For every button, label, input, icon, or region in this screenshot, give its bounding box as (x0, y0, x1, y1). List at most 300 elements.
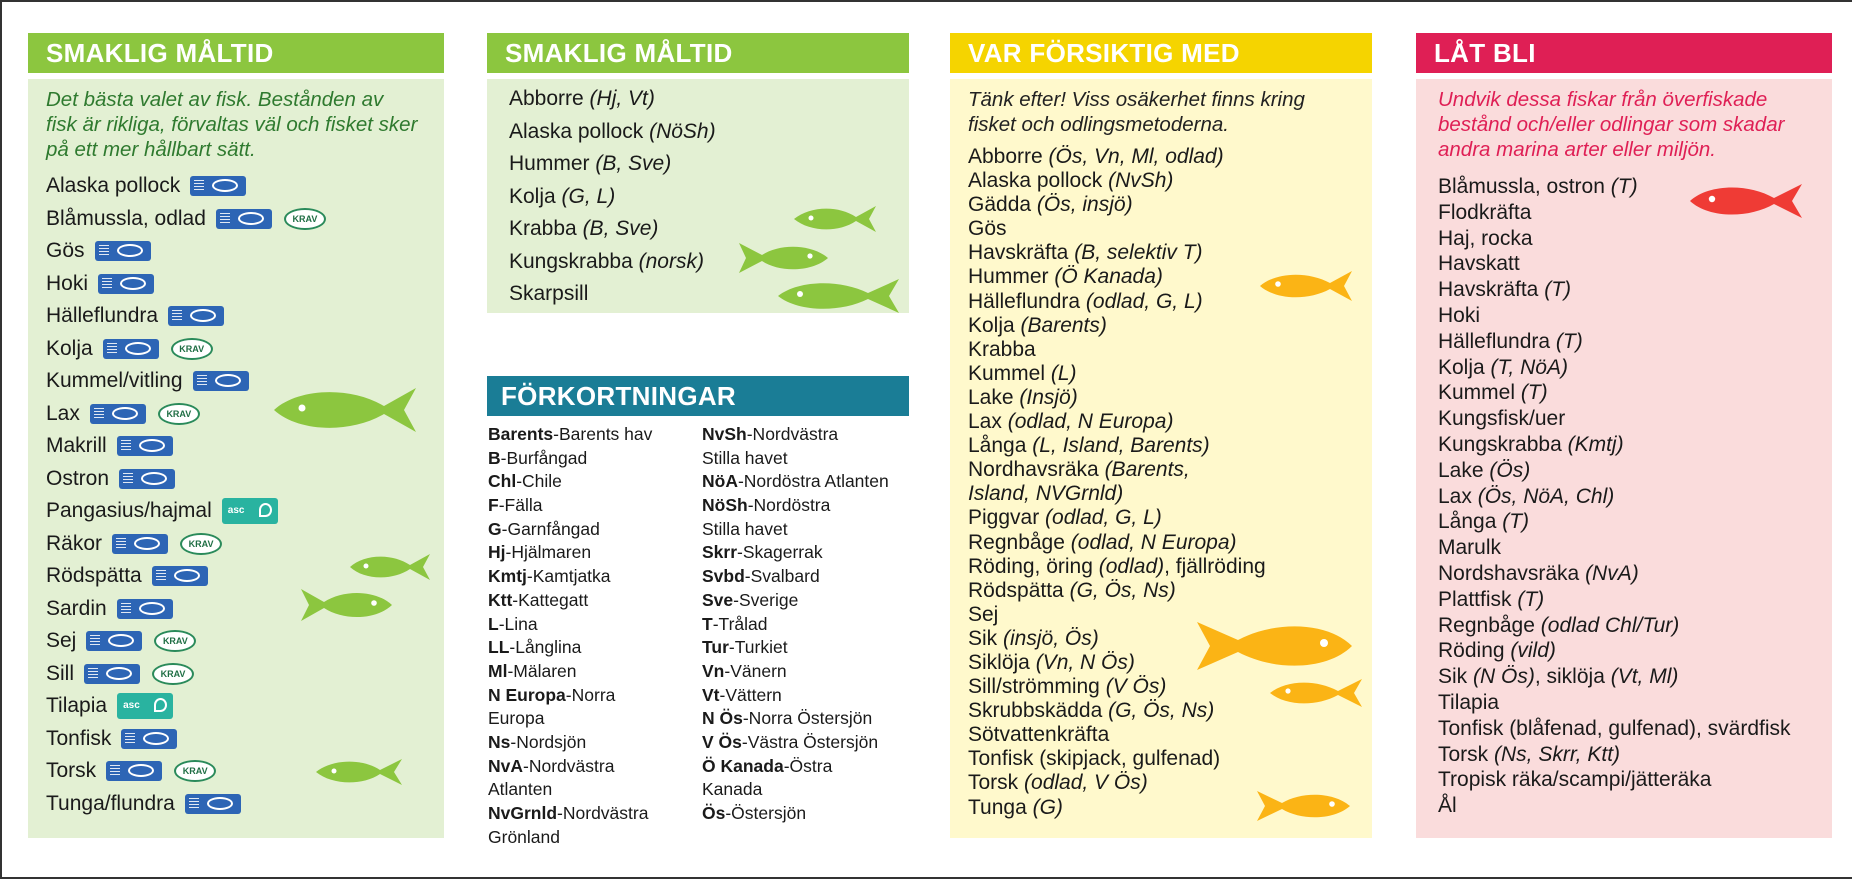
fish-name: Tonfisk (blåfenad, gulfenad), svärdfisk (1438, 716, 1791, 740)
asc-label-icon: asc (222, 498, 278, 524)
krav-label-icon: KRAV (158, 403, 200, 425)
fish-name: Siklöja (968, 650, 1036, 674)
abbreviation-meaning: -Nordsjön (510, 731, 587, 752)
abbreviation-entry (488, 636, 698, 660)
fish-note: (G, L) (561, 184, 616, 208)
fish-note: (odlad, N Europa) (1070, 530, 1237, 554)
abbreviation-meaning: -Kattegatt (512, 589, 589, 610)
list-item (1438, 742, 1814, 768)
abbreviation-code: N Europa (488, 684, 566, 705)
krav-label-icon: KRAV (154, 630, 196, 652)
abbreviation-meaning: -Nordvästra (557, 803, 649, 823)
abbreviation-code: Tur (702, 637, 729, 658)
fish-name: Ostron (46, 466, 110, 490)
fish-note: (T) (1610, 175, 1638, 198)
fish-note: (odlad, V Ös) (1024, 771, 1148, 795)
list-item (46, 495, 426, 528)
msc-label-icon (117, 436, 173, 456)
abbreviation-code: NöA (702, 471, 738, 492)
abbreviation-meaning: -Burfångad (500, 447, 588, 468)
fish-note: (V Ös) (1105, 675, 1167, 699)
msc-label-icon (185, 794, 241, 814)
fish-name-tail: , siklöja (1534, 665, 1611, 689)
fish-name: Gös (968, 217, 1007, 241)
abbreviation-meaning: -Svalbard (744, 566, 820, 587)
fish-name: Nordshavsräka (1438, 561, 1586, 585)
fish-name: Kolja (509, 184, 562, 208)
msc-label-icon (190, 176, 246, 196)
fish-name: Lax (1438, 484, 1478, 508)
abbreviation-entry (702, 684, 912, 708)
abbreviation-code: B (488, 447, 501, 468)
fish-name: Hoki (1438, 303, 1481, 327)
fish-name: Lake (1438, 458, 1490, 482)
fish-name: Lax (46, 401, 80, 425)
abbreviation-code: L (488, 613, 499, 634)
list-item (1438, 587, 1814, 613)
list-item (509, 246, 909, 279)
list-item (968, 531, 1354, 555)
abbreviation-meaning: -Garnfångad (501, 518, 600, 539)
fish-name: Skarpsill (509, 282, 589, 305)
fish-note: (B, Sve) (595, 152, 672, 175)
fish-note: (Ös, Vn, Ml, odlad) (1048, 145, 1224, 168)
fish-name: Sardin (46, 596, 107, 620)
list-item (509, 83, 909, 116)
abbreviation-code: Ktt (488, 589, 513, 610)
abbreviation-meaning: -Vättern (719, 684, 782, 705)
abbreviation-meaning: -Östersjön (725, 803, 807, 823)
abbreviation-entry (488, 826, 698, 850)
abbreviation-meaning: -Norra Östersjön (742, 708, 873, 729)
fish-name: Hummer (509, 152, 596, 175)
abbreviation-code: G (488, 518, 502, 539)
fish-note: (Ös, NöA, Chl) (1477, 484, 1615, 508)
msc-label-icon (98, 274, 154, 294)
fish-note: (Barents, (1104, 458, 1190, 482)
abbreviation-meaning: -Mälaren (507, 660, 577, 681)
fish-name: Plattfisk (1438, 587, 1518, 611)
fish-note: (norsk) (638, 249, 704, 273)
list-item (46, 625, 426, 658)
abbreviation-meaning: -Hjälmaren (505, 542, 592, 563)
list-item (1438, 277, 1814, 303)
list-item (968, 145, 1354, 169)
fish-name: Hälleflundra (1438, 329, 1556, 353)
fish-name: Sej (968, 602, 999, 626)
fish-note: Island, NVGrnld) (968, 482, 1124, 506)
avoid-intro: Undvik dessa fiskar från överfiskade bestånd och/eller odlingar som skadar andra marina arter eller miljön. (1438, 88, 1785, 161)
fish-name: Lax (968, 410, 1008, 434)
caution-intro: Tänk efter! Viss osäkerhet finns kring fisket och odlingsmetoderna. (968, 88, 1305, 136)
list-item (509, 148, 909, 181)
fish-icon (298, 586, 394, 624)
fish-name: Sill/strömming (968, 675, 1106, 699)
abbreviation-meaning: -Skagerrak (737, 542, 823, 563)
abbreviation-entry (488, 731, 698, 755)
fish-icon (1194, 618, 1354, 674)
krav-label-icon: KRAV (174, 760, 216, 782)
fish-name: Pangasius/hajmal (46, 499, 212, 523)
list-item (1438, 484, 1814, 510)
fish-name: Röding (1438, 639, 1511, 663)
abbreviation-code: Ns (488, 731, 511, 752)
list-item (1438, 458, 1814, 484)
abbreviation-meaning: -Kamtjatka (526, 566, 611, 587)
fish-name: Kolja (1438, 355, 1491, 379)
list-item (968, 338, 1354, 362)
fish-name: Blåmussla, odlad (46, 206, 206, 230)
list-item (1438, 432, 1814, 458)
msc-label-icon (168, 306, 224, 326)
abbreviation-meaning: -Nordöstra Atlanten (737, 471, 889, 492)
abbreviation-entry (702, 541, 912, 565)
msc-label-icon (117, 599, 173, 619)
abbreviation-entry (702, 636, 912, 660)
header-lat-bli: LÅT BLI (1416, 33, 1832, 73)
abbreviation-entry (702, 589, 912, 613)
msc-label-icon (216, 209, 272, 229)
abbreviation-entry (488, 470, 698, 494)
fish-name: Kungskrabba (509, 249, 639, 273)
fish-name: Kungsfisk/uer (1438, 407, 1566, 431)
fish-note: (L, Island, Barents) (1032, 434, 1210, 458)
fish-icon (1254, 788, 1352, 824)
fish-icon (1688, 180, 1804, 222)
abbreviation-meaning: -Långlina (509, 637, 582, 658)
msc-label-icon (103, 339, 159, 359)
header-smaklig-maltid-1: SMAKLIG MÅLTID (28, 33, 444, 73)
abbreviation-entry (488, 778, 698, 802)
header-forkortningar: FÖRKORTNINGAR (487, 376, 909, 416)
fish-name: Regnbåge (968, 530, 1071, 554)
abbreviation-code: NöSh (702, 495, 748, 516)
fish-note: (Ns, Skrr, Ktt) (1494, 742, 1621, 766)
fish-note: (Ö Kanada) (1054, 265, 1163, 289)
fish-name: Marulk (1438, 536, 1502, 560)
list-item (968, 193, 1354, 217)
abbreviation-entry (702, 423, 912, 447)
abbreviation-entry (702, 518, 912, 542)
msc-label-icon (84, 664, 140, 684)
list-item (509, 116, 909, 149)
fish-name: Räkor (46, 531, 103, 555)
fish-name: Hälleflundra (46, 304, 159, 328)
abbreviation-code: Svbd (702, 566, 745, 587)
fish-note: (G, Ös, Ns) (1108, 699, 1215, 723)
list-item (1438, 329, 1814, 355)
list-item (46, 658, 426, 691)
fish-note: (Kmtj) (1567, 432, 1624, 456)
fish-name: Piggvar (968, 506, 1046, 530)
fish-icon (314, 756, 404, 788)
abbreviation-meaning: -Östra (783, 755, 833, 776)
fish-note: (Insjö) (1019, 385, 1078, 409)
fish-name: Tunga/flundra (46, 791, 175, 815)
list-item (968, 555, 1354, 579)
list-item (46, 463, 426, 496)
list-item (46, 203, 426, 236)
abbreviation-code: Sve (702, 589, 734, 610)
abbreviation-entry (702, 802, 912, 826)
list-item (46, 788, 426, 821)
abbreviation-meaning: -Lina (498, 613, 538, 634)
fish-name: Kolja (46, 336, 93, 360)
abbreviation-entry (702, 755, 912, 779)
header-var-forsiktig-med: VAR FÖRSIKTIG MED (950, 33, 1372, 73)
abbreviation-entry (488, 518, 698, 542)
column-smaklig-2 (487, 33, 909, 313)
abbreviation-code: LL (488, 637, 510, 658)
abbreviation-code: Skrr (702, 542, 738, 563)
fish-note: (Hj, Vt) (589, 87, 655, 110)
fish-note: (B, Sve) (582, 217, 659, 240)
fish-icon (348, 551, 432, 583)
fish-note: (G) (1032, 795, 1063, 819)
caution-list (968, 145, 1354, 820)
fish-note: (N Ös) (1473, 665, 1535, 689)
fish-name: Torsk (46, 759, 97, 783)
msc-label-icon (193, 371, 249, 391)
fish-note: (T) (1544, 278, 1572, 302)
list-item (1438, 406, 1814, 432)
fish-name: Makrill (46, 434, 107, 458)
abbreviation-entry (488, 613, 698, 637)
abbreviation-entry (702, 660, 912, 684)
msc-label-icon (90, 404, 146, 424)
abbreviation-meaning: -Nordöstra (747, 495, 831, 516)
fish-note: (Barents) (1020, 313, 1107, 337)
list-item (46, 723, 426, 756)
krav-label-icon: KRAV (284, 208, 326, 230)
abbreviation-entry (488, 660, 698, 684)
fish-icon (776, 276, 902, 316)
abbreviation-code: Kmtj (488, 566, 527, 587)
abbreviation-code: NvGrnld (488, 803, 558, 823)
abbreviation-meaning: -Norra (565, 684, 616, 705)
abbreviation-meaning: -Nordvästra (523, 755, 615, 776)
abbreviations-right-column (702, 423, 912, 826)
msc-label-icon (106, 761, 162, 781)
fish-name: Tilapia (46, 694, 108, 718)
fish-name: Alaska pollock (509, 119, 650, 143)
fish-name: Tropisk räka/scampi/jätteräka (1438, 768, 1712, 792)
list-item (1438, 380, 1814, 406)
list-item (1438, 613, 1814, 639)
fish-name-tail: , fjällröding (1164, 554, 1266, 578)
abbreviation-entry (488, 565, 698, 589)
fish-name: Rödspätta (968, 578, 1070, 602)
list-item (968, 410, 1354, 434)
fish-name: Kungskrabba (1438, 432, 1568, 456)
fish-name: Krabba (968, 337, 1036, 361)
msc-label-icon (112, 534, 168, 554)
list-item (968, 506, 1354, 530)
best-choice-panel (28, 79, 444, 838)
abbreviation-entry (488, 423, 698, 447)
fish-note: (odlad, G, L) (1045, 506, 1162, 530)
krav-label-icon: KRAV (171, 338, 213, 360)
fish-note: (T, NöA) (1490, 355, 1568, 379)
fish-name: Gös (46, 239, 85, 263)
abbreviation-meaning: -Trålad (712, 613, 768, 634)
fish-note: (G, Ös, Ns) (1069, 578, 1176, 602)
fish-name: Sik (1438, 665, 1474, 689)
msc-label-icon (86, 631, 142, 651)
fish-note: (T) (1502, 510, 1530, 534)
list-item (968, 458, 1354, 482)
best-choice-list (46, 170, 426, 820)
abbreviation-entry (488, 684, 698, 708)
list-item (1438, 303, 1814, 329)
abbreviation-entry (702, 731, 912, 755)
abbreviation-entry (488, 447, 698, 471)
fish-icon (792, 203, 878, 235)
list-item (968, 747, 1354, 771)
list-item (46, 235, 426, 268)
fish-name: Hummer (968, 265, 1055, 289)
fish-name: Tilapia (1438, 690, 1500, 714)
list-item (1438, 226, 1814, 252)
msc-label-icon (119, 469, 175, 489)
fish-note: (vild) (1510, 639, 1556, 663)
fish-note: (T) (1517, 587, 1545, 611)
fish-name: Kummel (1438, 381, 1521, 405)
abbreviation-meaning: Stilla havet (702, 518, 788, 539)
list-item (1438, 664, 1814, 690)
fish-note: (NöSh) (649, 119, 716, 143)
fish-name: Blåmussla, ostron (1438, 175, 1611, 198)
list-item (968, 434, 1354, 458)
header-smaklig-maltid-2: SMAKLIG MÅLTID (487, 33, 909, 73)
fish-note: (Vt, Ml) (1610, 665, 1679, 689)
fish-note: (T) (1555, 329, 1583, 353)
caution-panel (950, 79, 1372, 838)
list-item (1438, 355, 1814, 381)
abbreviation-meaning: Stilla havet (702, 447, 788, 468)
list-item (1438, 793, 1814, 819)
list-item (968, 241, 1354, 265)
abbreviation-entry (488, 707, 698, 731)
msc-label-icon (152, 566, 208, 586)
msc-label-icon (95, 241, 151, 261)
list-item (968, 723, 1354, 747)
list-item (968, 169, 1354, 193)
abbreviation-code: Barents (488, 424, 554, 444)
abbreviation-code: Ö Kanada (702, 755, 784, 776)
list-item (1438, 716, 1814, 742)
fish-note: (Ös, insjö) (1036, 193, 1133, 217)
fish-name: Långa (968, 434, 1033, 458)
best-choice-intro: Det bästa valet av fisk. Bestånden av fisk är rikliga, förvaltas väl och fisket sker på ett mer hållbart sätt. (46, 88, 418, 161)
list-item (46, 690, 426, 723)
fish-note: (NvSh) (1108, 169, 1174, 193)
krav-label-icon: KRAV (152, 663, 194, 685)
fish-name: Regnbåge (1438, 613, 1541, 637)
abbreviation-entry (488, 494, 698, 518)
fish-note: (NvA) (1585, 561, 1639, 585)
abbreviation-code: Hj (488, 542, 506, 563)
fish-name: Lake (968, 385, 1020, 409)
fish-name: Hälleflundra (968, 289, 1086, 313)
list-item (46, 170, 426, 203)
fish-name: Kolja (968, 313, 1021, 337)
fish-name: Alaska pollock (46, 174, 181, 198)
fish-note: (B, selektiv T) (1074, 241, 1203, 265)
abbreviation-code: Vt (702, 684, 720, 705)
abbreviation-entry (702, 613, 912, 637)
abbreviation-code: T (702, 613, 713, 634)
fish-name: Tonfisk (46, 726, 112, 750)
list-item (46, 333, 426, 366)
fish-name: Abborre (968, 145, 1049, 168)
fish-name: Havskräfta (968, 241, 1075, 265)
fish-icon (1258, 268, 1354, 304)
fish-name: Sik (968, 626, 1004, 650)
fish-name: Hoki (46, 271, 89, 295)
asc-label-icon: asc (117, 693, 173, 719)
avoid-list (1438, 174, 1814, 819)
list-item (1438, 251, 1814, 277)
fish-name: Rödspätta (46, 564, 142, 588)
list-item (968, 314, 1354, 338)
abbreviation-meaning: -Västra Östersjön (741, 731, 879, 752)
abbreviation-code: NvA (488, 755, 524, 776)
fish-note: (odlad) (1098, 554, 1165, 578)
abbreviation-code: Ös (702, 803, 726, 823)
abbreviation-meaning: -Vänern (724, 660, 787, 681)
list-item (968, 362, 1354, 386)
abbreviation-meaning: -Turkiet (728, 637, 788, 658)
fish-name: Alaska pollock (968, 169, 1109, 193)
abbreviation-meaning: -Chile (516, 471, 562, 492)
abbreviation-entry (488, 541, 698, 565)
abbreviation-meaning: -Fälla (498, 495, 543, 516)
fish-icon (272, 384, 420, 436)
list-item (46, 300, 426, 333)
abbreviation-entry (702, 494, 912, 518)
abbreviation-code: NvSh (702, 424, 747, 444)
fish-name: Havskräfta (1438, 278, 1545, 302)
krav-label-icon: KRAV (180, 533, 222, 555)
list-item (1438, 561, 1814, 587)
abbreviation-meaning: Grönland (488, 826, 560, 847)
list-item (968, 482, 1354, 506)
abbreviation-meaning: -Nordvästra (746, 424, 839, 444)
fish-name: Flodkräfta (1438, 200, 1532, 224)
fish-note: (Vn, N Ös) (1035, 650, 1135, 674)
abbreviation-entry (702, 447, 912, 471)
fish-note: (T) (1520, 381, 1548, 405)
fish-note: (odlad, G, L) (1085, 289, 1203, 313)
abbreviations-left-column (488, 423, 698, 849)
fish-note: (odlad, N Europa) (1007, 410, 1174, 434)
abbreviation-meaning: -Barents hav (553, 424, 653, 444)
column-avoid (1416, 33, 1832, 838)
list-item (1438, 767, 1814, 793)
abbreviation-entry (488, 589, 698, 613)
abbreviation-entry (702, 778, 912, 802)
fish-name: Havskatt (1438, 252, 1520, 276)
fish-name: Tunga (968, 795, 1033, 819)
fish-name: Nordhavsräka (968, 458, 1105, 482)
fish-name: Abborre (509, 87, 590, 110)
abbreviation-entry (488, 802, 698, 826)
abbreviation-code: N Ös (702, 708, 743, 729)
fish-name: Krabba (509, 217, 583, 240)
abbreviation-code: V Ös (702, 731, 742, 752)
fish-icon (1268, 676, 1364, 710)
